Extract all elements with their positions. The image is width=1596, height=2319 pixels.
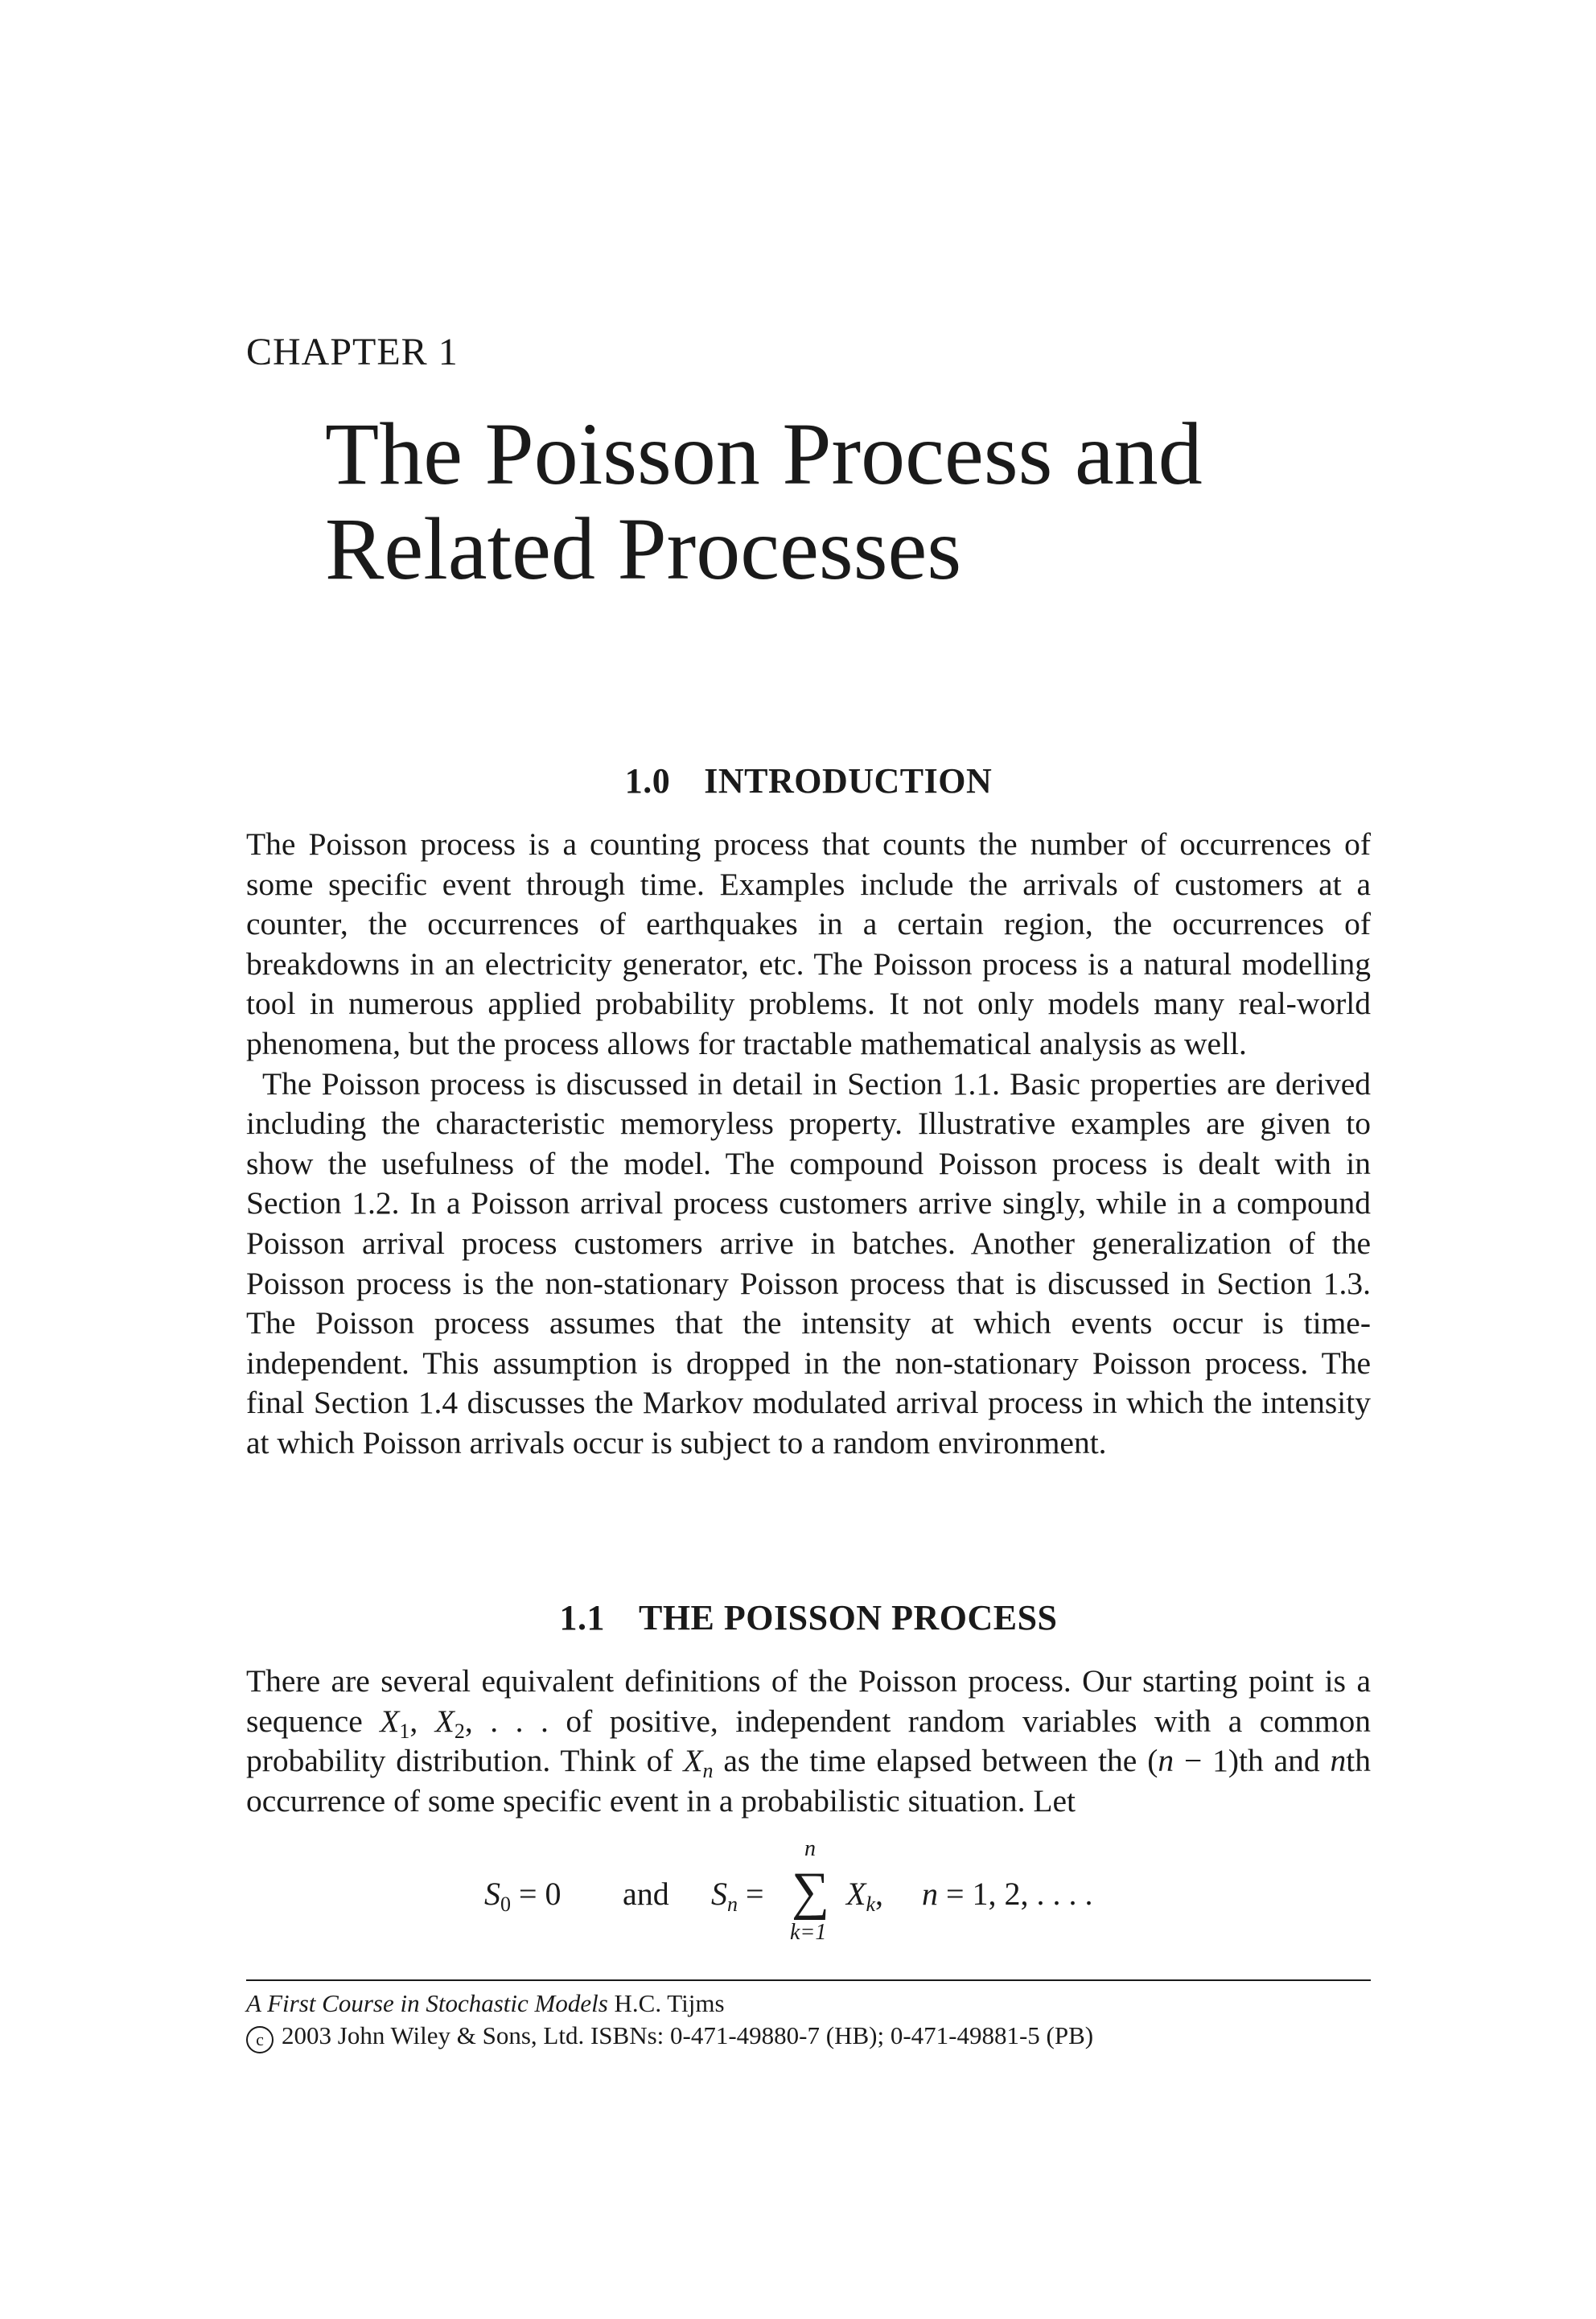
section-number: 1.0: [624, 761, 671, 801]
section-heading-poisson-process: [246, 1597, 1371, 1638]
copyright-text: 2003 John Wiley & Sons, Ltd. ISBNs: 0-471-49880-7 (HB); 0-471-49881-5 (PB): [282, 2021, 1094, 2049]
math-x2: $X_2$: [434, 1703, 465, 1743]
text-run: − 1)th and: [1174, 1743, 1331, 1779]
text-run: ,: [409, 1703, 435, 1739]
summation-symbol: ∑: [792, 1862, 830, 1921]
introduction-paragraph-2: The Poisson process is discussed in detail in Section 1.1. Basic properties are derived including the characteristic memoryless property. Illustrative examples are given to show the usefulness of the model. The compound Poisson process is dealt with in Section 1.2. In a Poisson arrival process customers arrive singly, while in a compound Poisson arrival process customers arrive in batches. Another generalization of the Poisson process is the non-stationary Poisson process that is discussed in Section 1.3. The Poisson process assumes that the intensity at which events occur is time-independent. This assumption is dropped in the non-stationary Poisson process. The final Section 1.4 discusses the Markov modulated arrival process in which the intensity at which Poisson arrivals occur is subject to a random environment.: [246, 1065, 1371, 1460]
text-run: , . . .: [464, 1703, 549, 1739]
sum-upper-limit: n: [804, 1836, 816, 1861]
footer-divider: [246, 1979, 1371, 1981]
section-number: 1.1: [559, 1598, 605, 1637]
math-n: n: [1330, 1743, 1347, 1779]
display-equation: [246, 1836, 1371, 1957]
footer: [246, 1987, 1371, 2053]
poisson-process-body: [246, 1662, 1371, 1821]
equation-sn: $S_n$ =: [711, 1876, 764, 1916]
chapter-title-line-1: The Poisson Process and: [325, 405, 1203, 503]
copyright-icon: c: [246, 2026, 274, 2053]
chapter-label: CHAPTER 1: [246, 331, 459, 373]
equation-xk: $X_k$,: [846, 1876, 883, 1916]
chapter-title-line-2: Related Processes: [325, 500, 962, 598]
introduction-paragraph-1: The Poisson process is a counting process that counts the number of occurrences of some specific event through time. Examples include the arrivals of customers at a counter, the occurrences of earthquakes in a certain region, the occurrences of breakdowns in an electricity generator, etc. The Poisson process is a natural modelling tool in numerous applied probability problems. It not only models many real-world phenomena, but the process allows for tractable mathematical analysis as well.: [246, 826, 1371, 1061]
book-author: H.C. Tijms: [607, 1989, 725, 2017]
text-run: There are several equivalent definitions of the Poisson process. Our starting point is a sequence: [246, 1663, 1371, 1739]
book-title: A First Course in Stochastic Models: [246, 1989, 608, 2017]
math-xn: $X_n$: [683, 1743, 714, 1783]
equation-range: n = 1, 2, . . . .: [922, 1876, 1093, 1912]
math-x1: $X_1$: [380, 1703, 410, 1743]
poisson-process-paragraph: [246, 1662, 1371, 1821]
text-run: as the time elapsed between the (: [713, 1743, 1158, 1779]
chapter-title: [325, 406, 1203, 596]
equation-s0: $S_0 = 0$: [484, 1876, 561, 1916]
footer-book-line: [246, 1987, 1371, 2020]
equation-and: and: [623, 1876, 669, 1912]
section-title: THE POISSON PROCESS: [638, 1598, 1058, 1637]
introduction-body: [246, 825, 1371, 1464]
math-n: n: [1158, 1743, 1174, 1779]
text-run: of positive, independent random variables with a common probability distribution. Think of: [246, 1703, 1372, 1779]
footer-copyright-line: [246, 2020, 1371, 2053]
section-title: INTRODUCTION: [704, 761, 993, 801]
sum-lower-limit: k=1: [790, 1920, 827, 1945]
text-run: th occurrence of some specific event in a probabilistic situation. Let: [246, 1743, 1371, 1819]
section-heading-introduction: [246, 760, 1371, 801]
